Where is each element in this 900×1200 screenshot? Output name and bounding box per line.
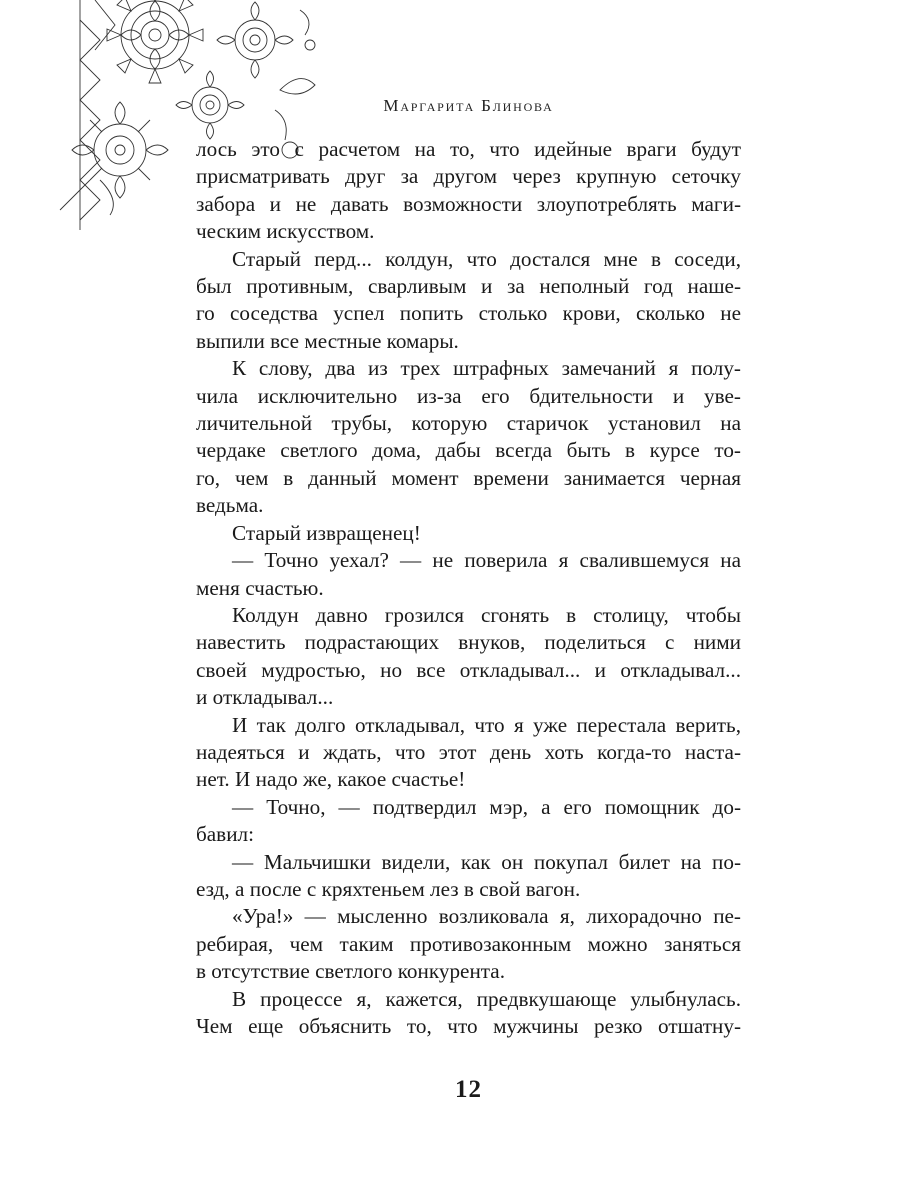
- text-line: выпили все местные комары.: [196, 328, 459, 353]
- text-line: Старый перд... колдун, что достался мне в соседи,: [232, 246, 741, 271]
- text-line: — Мальчишки видели, как он покупал билет на по-: [232, 849, 741, 874]
- text-line: навестить подрастающих внуков, поделиться с ними: [196, 630, 741, 655]
- text-line: В процессе я, кажется, предвкушающе улыбнулась.: [232, 986, 741, 1011]
- text-line: ческим искусством.: [196, 219, 375, 244]
- text-line: — Точно уехал? — не поверила я свалившемуся на: [232, 548, 741, 573]
- page-body-text: [196, 136, 741, 1040]
- text-line: ведьма.: [196, 493, 264, 518]
- text-line: нет. И надо же, какое счастье!: [196, 767, 466, 792]
- text-line: ребирая, чем таким противозаконным можно заняться: [196, 931, 741, 956]
- text-line: своей мудростью, но все откладывал... и откладывал...: [196, 657, 741, 682]
- text-line: К слову, два из трех штрафных замечаний я полу-: [232, 356, 741, 381]
- text-line: го соседства успел попить столько крови, сколько не: [196, 301, 741, 326]
- text-line: Колдун давно грозился сгонять в столицу, чтобы: [232, 602, 741, 627]
- text-line: меня счастью.: [196, 575, 324, 600]
- text-line: го, чем в данный момент времени занимается черная: [196, 465, 741, 490]
- text-line: бавил:: [196, 822, 254, 847]
- text-line: забора и не давать возможности злоупотреблять маги-: [196, 191, 741, 216]
- running-header-author: Маргарита Блинова: [383, 96, 554, 115]
- text-line: чила исключительно из-за его бдительности и уве-: [196, 383, 741, 408]
- text-line: И так долго откладывал, что я уже перестала верить,: [232, 712, 741, 737]
- text-line: «Ура!» — мысленно возликовала я, лихорадочно пе-: [232, 904, 741, 929]
- text-line: личительной трубы, которую старичок установил на: [196, 411, 741, 436]
- text-line: Старый извращенец!: [232, 520, 421, 545]
- text-line: — Точно, — подтвердил мэр, а его помощник до-: [232, 794, 741, 819]
- page-number: 12: [455, 1076, 482, 1103]
- text-line: был противным, сварливым и за неполный год наше-: [196, 274, 741, 299]
- text-line: надеяться и ждать, что этот день хоть когда-то наста-: [196, 739, 741, 764]
- text-line: лось это с расчетом на то, что идейные враги будут: [196, 137, 741, 161]
- text-line: езд, а после с кряхтеньем лез в свой вагон.: [196, 876, 581, 901]
- text-line: Чем еще объяснить то, что мужчины резко отшатну-: [196, 1014, 741, 1038]
- text-line: в отсутствие светлого конкурента.: [196, 959, 506, 984]
- text-line: присматривать друг за другом через крупную сеточку: [196, 164, 741, 189]
- text-line: чердаке светлого дома, дабы всегда быть в курсе то-: [196, 438, 741, 463]
- text-line: и откладывал...: [196, 685, 334, 710]
